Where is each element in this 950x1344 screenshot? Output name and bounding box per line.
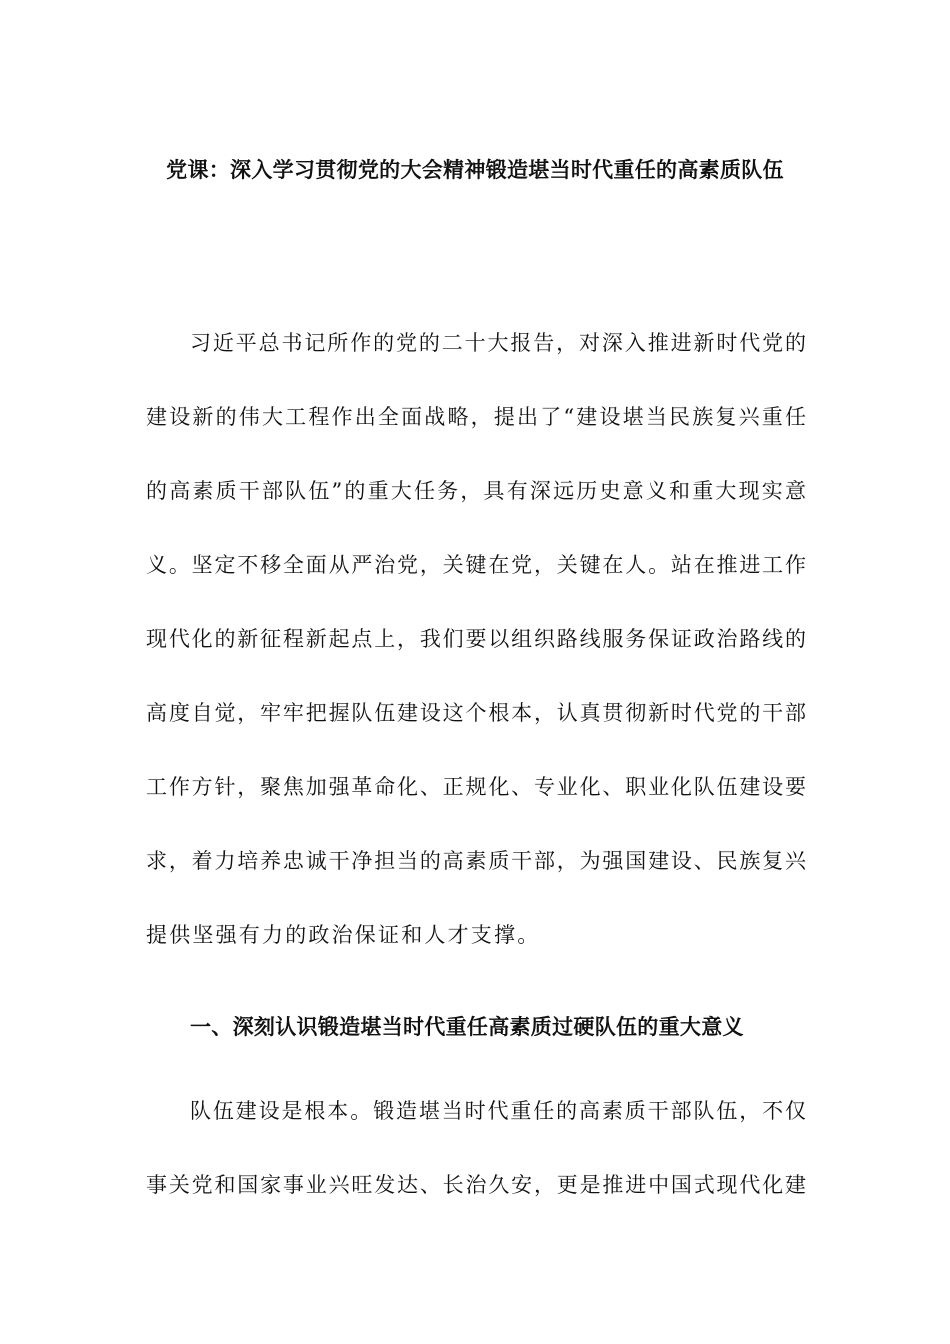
paragraph-line: 建设新的伟大工程作出全面战略，提出了“建设堪当民族复兴重任 [146, 405, 806, 429]
paragraph-line: 事关党和国家事业兴旺发达、长治久安，更是推进中国式现代化建 [146, 1173, 806, 1197]
paragraph-line: 队伍建设是根本。锻造堪当时代重任的高素质干部队伍，不仅 [190, 1099, 806, 1123]
paragraph-line: 现代化的新征程新起点上，我们要以组织路线服务保证政治路线的 [146, 627, 806, 651]
paragraph-line: 高度自觉，牢牢把握队伍建设这个根本，认真贯彻新时代党的干部 [146, 701, 806, 725]
paragraph-line: 义。坚定不移全面从严治党，关键在党，关键在人。站在推进工作 [146, 553, 806, 577]
paragraph-line: 求，着力培养忠诚干净担当的高素质干部，为强国建设、民族复兴 [146, 849, 806, 873]
paragraph-line: 工作方针，聚焦加强革命化、正规化、专业化、职业化队伍建设要 [146, 775, 806, 799]
document-title: 党课：深入学习贯彻党的大会精神锻造堪当时代重任的高素质队伍 [166, 157, 784, 182]
paragraph-line: 提供坚强有力的政治保证和人才支撑。 [146, 923, 541, 947]
paragraph-line: 的高素质干部队伍”的重大任务，具有深远历史意义和重大现实意 [146, 479, 806, 503]
section-heading: 一、深刻认识锻造堪当时代重任高素质过硬队伍的重大意义 [190, 1014, 744, 1039]
paragraph-line: 习近平总书记所作的党的二十大报告，对深入推进新时代党的 [190, 331, 806, 355]
